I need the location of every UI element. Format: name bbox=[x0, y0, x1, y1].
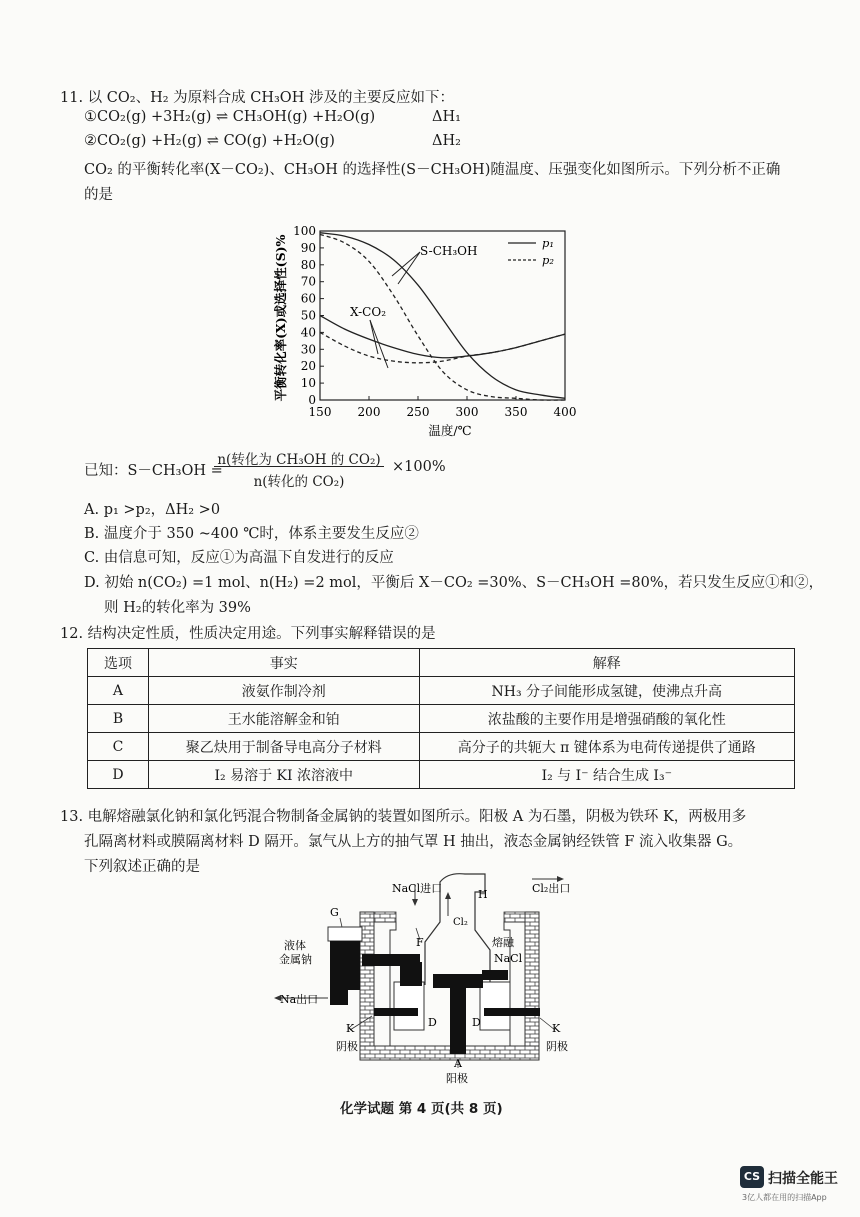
y-tick-label: 80 bbox=[300, 257, 316, 272]
label-k-left: K bbox=[346, 1022, 355, 1035]
table-cell: A bbox=[88, 677, 149, 705]
camscanner-name: 扫描全能王 bbox=[768, 1171, 838, 1187]
table-cell: 高分子的共轭大 π 键体系为电荷传递提供了通路 bbox=[419, 733, 794, 761]
table-cell: 聚乙炔用于制备导电高分子材料 bbox=[148, 733, 419, 761]
formula-numerator: n(转化为 CH₃OH 的 CO₂) bbox=[217, 452, 381, 468]
right-cathode-bar bbox=[484, 1008, 540, 1016]
selectivity-definition-label: 已知：S－CH₃OH = bbox=[84, 463, 223, 479]
table-cell: NH₃ 分子间能形成氢键，使沸点升高 bbox=[419, 677, 794, 705]
formula-denominator: n(转化的 CO₂) bbox=[253, 474, 345, 490]
nacl-inlet-arrow-head bbox=[412, 899, 418, 906]
q11-option-b: B. 温度介于 350 ~400 ℃时，体系主要发生反应② bbox=[84, 526, 419, 542]
q11-stem: 11. 以 CO₂、H₂ 为原料合成 CH₃OH 涉及的主要反应如下： bbox=[60, 90, 454, 106]
annotation-x-pointer-2 bbox=[370, 320, 388, 368]
y-tick-label: 40 bbox=[300, 325, 316, 340]
x-tick-label: 300 bbox=[455, 405, 479, 419]
q11-option-d: D. 初始 n(CO₂) =1 mol、n(H₂) =2 mol，平衡后 X－CO₂ =30%、S－CH₃OH =80%，若只发生反应①和②， bbox=[84, 575, 824, 591]
y-tick-label: 30 bbox=[300, 342, 316, 357]
table-cell: 液氨作制冷剂 bbox=[148, 677, 419, 705]
collector-g-top bbox=[328, 927, 362, 941]
label-molten-2: NaCl bbox=[494, 952, 523, 965]
furnace-left-top bbox=[374, 912, 396, 922]
q11-reaction-1-dh: ΔH₁ bbox=[432, 109, 461, 125]
table-cell: I₂ 与 I⁻ 结合生成 I₃⁻ bbox=[419, 761, 794, 789]
left-cathode-chamber bbox=[394, 982, 424, 1030]
q11-reaction-1: ①CO₂(g) +3H₂(g) ⇌ CH₃OH(g) +H₂O(g) bbox=[84, 109, 376, 125]
label-h: H bbox=[478, 888, 488, 901]
formula-fraction-bar bbox=[214, 466, 384, 467]
table-cell: I₂ 易溶于 KI 浓溶液中 bbox=[148, 761, 419, 789]
left-cathode-bar bbox=[374, 1008, 418, 1016]
collector-g-body bbox=[330, 941, 360, 1005]
y-tick-label: 50 bbox=[300, 308, 316, 323]
label-cathode-right: 阴极 bbox=[546, 1040, 568, 1053]
table-cell: C bbox=[88, 733, 149, 761]
table-header-cell: 事实 bbox=[148, 649, 419, 677]
electrolysis-apparatus-diagram bbox=[270, 870, 600, 1090]
x-tick-label: 150 bbox=[308, 405, 332, 419]
label-liquid-na: 液体 bbox=[284, 939, 306, 952]
y-tick-label: 70 bbox=[300, 274, 316, 289]
x-tick-label: 200 bbox=[357, 405, 381, 419]
annotation-x-co2: X-CO₂ bbox=[350, 305, 386, 319]
label-a: A bbox=[454, 1057, 462, 1070]
camscanner-logo-icon: CS bbox=[740, 1166, 764, 1188]
label-cl2: Cl₂ bbox=[453, 917, 468, 928]
q11-description: CO₂ 的平衡转化率(X－CO₂)、CH₃OH 的选择性(S－CH₃OH)随温度、压强变化如图所示。下列分析不正确 bbox=[84, 162, 781, 178]
table-row bbox=[88, 733, 795, 761]
cl2-arrow-head bbox=[445, 892, 451, 899]
anode-stem bbox=[450, 988, 466, 1054]
y-tick-label: 0 bbox=[308, 393, 316, 407]
table-cell: 王水能溶解金和铂 bbox=[148, 705, 419, 733]
q11-description-end: 的是 bbox=[84, 187, 113, 203]
y-tick-label: 100 bbox=[293, 224, 316, 238]
iron-pipe-f bbox=[362, 954, 420, 966]
table-cell: B bbox=[88, 705, 149, 733]
label-g: G bbox=[330, 906, 339, 919]
table-header-cell: 解释 bbox=[419, 649, 794, 677]
label-anode: 阳极 bbox=[446, 1072, 468, 1085]
y-tick-label: 10 bbox=[300, 376, 316, 391]
x-tick-label: 350 bbox=[504, 405, 528, 419]
legend-p1: p₁ bbox=[542, 236, 554, 250]
label-cl2-outlet: Cl₂出口 bbox=[532, 882, 571, 895]
label-na-outlet: Na出口 bbox=[280, 993, 319, 1006]
table-header-cell: 选项 bbox=[88, 649, 149, 677]
q11-option-c: C. 由信息可知，反应①为高温下自发进行的反应 bbox=[84, 550, 394, 566]
x-tick-label: 250 bbox=[406, 405, 430, 419]
right-cathode-chamber bbox=[480, 982, 510, 1030]
q11-reaction-2-dh: ΔH₂ bbox=[432, 133, 461, 149]
label-k-right: K bbox=[552, 1022, 561, 1035]
annotation-s-ch3oh: S-CH₃OH bbox=[420, 244, 478, 258]
legend-p2: p₂ bbox=[542, 253, 554, 267]
table-cell: 浓盐酸的主要作用是增强硝酸的氧化性 bbox=[419, 705, 794, 733]
q11-option-d-cont: 则 H₂的转化率为 39% bbox=[104, 600, 251, 616]
anode-head bbox=[433, 974, 483, 988]
x-tick-label: 400 bbox=[553, 405, 577, 419]
y-tick-label: 60 bbox=[300, 291, 316, 306]
series-x-co--p1 bbox=[320, 316, 565, 358]
q13-stem-line2: 孔隔离材料或膜隔离材料 D 隔开。氯气从上方的抽气罩 H 抽出，液态金属钠经铁管 F 流入收集器 G。 bbox=[84, 834, 743, 850]
label-molten: 熔融 bbox=[492, 936, 514, 949]
conversion-selectivity-chart bbox=[270, 200, 590, 445]
label-d-left: D bbox=[428, 1016, 437, 1029]
right-cell-top bbox=[482, 970, 508, 980]
furnace-right-wall bbox=[525, 912, 539, 1052]
q11-reaction-2: ②CO₂(g) +H₂(g) ⇌ CO(g) +H₂O(g) bbox=[84, 133, 335, 149]
q11-option-a: A. p₁ >p₂，ΔH₂ >0 bbox=[84, 502, 221, 518]
vessel-left-edge bbox=[374, 922, 396, 1046]
page-footer: 化学试题 第 4 页(共 8 页) bbox=[340, 1101, 503, 1117]
label-nacl-inlet: NaCl进口 bbox=[392, 882, 443, 895]
label-liquid-na-2: 金属钠 bbox=[279, 953, 312, 966]
q12-table bbox=[87, 648, 795, 789]
chart-xlabel: 温度/℃ bbox=[428, 423, 472, 438]
camscanner-tagline: 3亿人都在用的扫描App bbox=[742, 1193, 827, 1202]
y-tick-label: 90 bbox=[300, 240, 316, 255]
chart-ylabel: 平衡转化率(X)或选择性(S)% bbox=[273, 234, 288, 402]
formula-percent: ×100% bbox=[392, 459, 446, 475]
y-tick-label: 20 bbox=[300, 359, 316, 374]
table-row bbox=[88, 677, 795, 705]
label-d-right: D bbox=[472, 1016, 481, 1029]
table-row bbox=[88, 761, 795, 789]
table-cell: D bbox=[88, 761, 149, 789]
label-cathode-left: 阴极 bbox=[336, 1040, 358, 1053]
q13-stem: 13. 电解熔融氯化钠和氯化钙混合物制备金属钠的装置如图所示。阳极 A 为石墨，阴极为铁环 K，两极用多 bbox=[60, 809, 747, 825]
q12-stem: 12. 结构决定性质，性质决定用途。下列事实解释错误的是 bbox=[60, 626, 436, 642]
furnace-bottom bbox=[360, 1046, 539, 1060]
table-header-row bbox=[88, 649, 795, 677]
g-label-pointer bbox=[340, 918, 342, 927]
label-f: F bbox=[416, 936, 424, 949]
furnace-right-top bbox=[504, 912, 525, 922]
table-row bbox=[88, 705, 795, 733]
q13-stem-line3: 下列叙述正确的是 bbox=[84, 859, 200, 875]
